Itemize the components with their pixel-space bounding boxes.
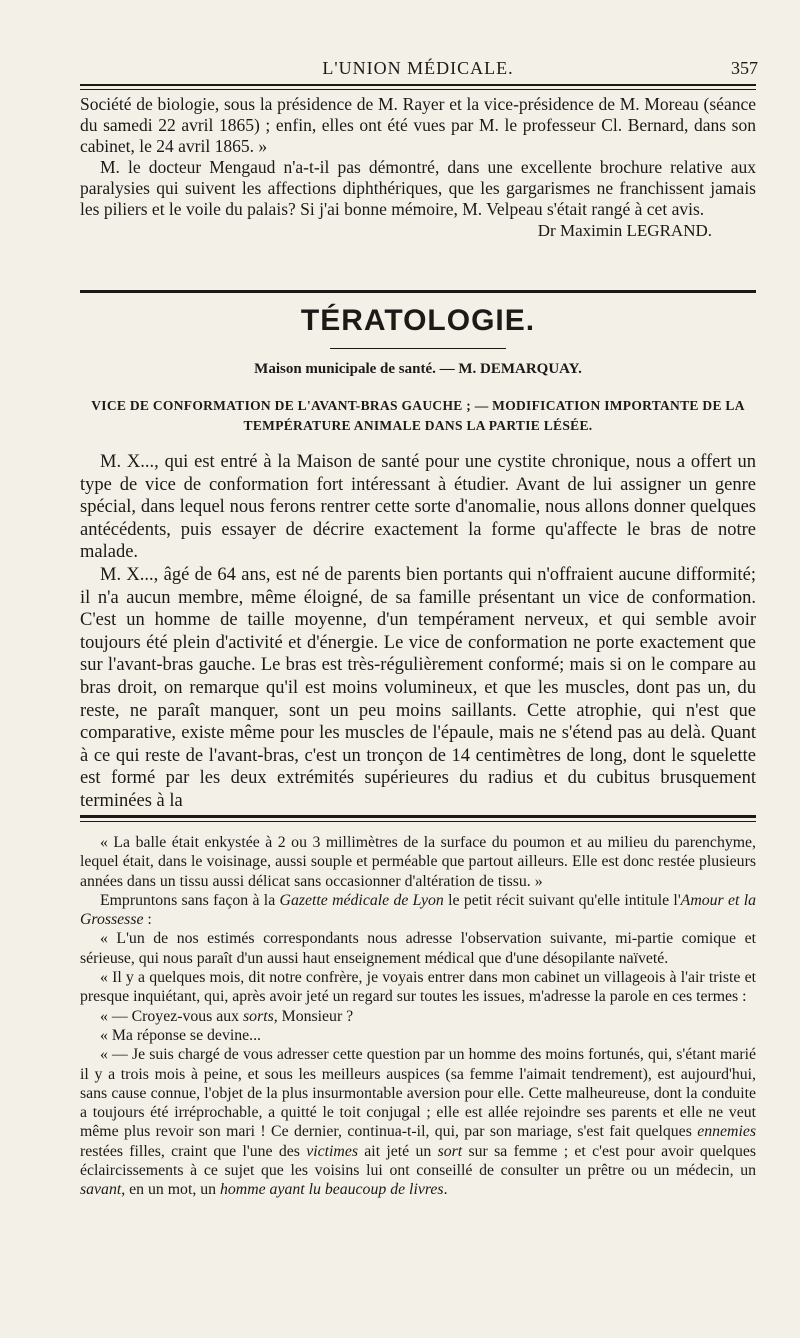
header-rule [80, 84, 756, 86]
journal-name: Gazette médicale de Lyon [279, 891, 444, 909]
section-rule [80, 290, 756, 293]
paragraph: Empruntons sans façon à la Gazette médicale de Lyon le petit récit suivant qu'elle intitule l'Amour et la Grossesse : [80, 891, 757, 929]
dialogue-line: « — Croyez-vous aux sorts, Monsieur ? [100, 1007, 354, 1025]
dialogue-line: « Ma réponse se devine... [100, 1026, 261, 1044]
paragraph: « — Je suis chargé de vous adresser cette question par un homme des moins fortunés, qui, s'étant marié il y a trois mois à peine, et sous les meilleurs auspices (sa femme l'aimait tendrement), est aujourd'hui, sans cause connue, l'objet de la plus insurmontable aversion pour elle. Cette malheureuse, dont la conduite a toujours été irréprochable, a quitté le toit conjugal ; elle est allée rejoindre ses parents et elle ne veut même plus revoir son mari ! Ce dernier, continua-t-il, qui, par son mariage, s'est fait quelques ennemies restées filles, craint que l'une des victimes ait jeté un sort sur sa femme ; et c'est pour avoir quelques éclaircissements à ce sujet que les voisins lui ont conseillé de consulter un prêtre ou un médecin, un savant, en un mot, un homme ayant lu beaucoup de livres. [80, 1046, 757, 1199]
feuilleton-rule [80, 815, 756, 818]
previous-article-end [80, 94, 756, 241]
title-underline [330, 348, 506, 349]
author-signature: Dr Maximin LEGRAND. [537, 221, 712, 240]
paragraph: M. X..., âgé de 64 ans, est né de parents bien portants qui n'offraient aucune difformité; il n'a aucun membre, même éloigné, de sa famille présentant un vice de conformation. C'est un homme de taille moyenne, d'un tempérament nerveux, et qui semble avoir toujours été plein d'activité et d'énergie. Le vice de conformation ne porte exactement que sur l'avant-bras gauche. Le bras est très-régulièrement conformé; mais si on le compare au bras droit, on remarque qu'il est moins volumineux, et que les muscles, dont pas un, du reste, ne paraît manquer, sont un peu moins saillants. Cette atrophie, qui n'est que comparative, existe même pour les muscles de l'épaule, mais ne s'étend pas au delà. Quant à ce qui reste de l'avant-bras, c'est un tronçon de 14 centimètres de long, dont le squelette est formé par les deux extrémités supérieures du radius et du cubitus brusquement terminées à la [80, 564, 756, 811]
paragraph: « Il y a quelques mois, dit notre confrère, je voyais entrer dans mon cabinet un villageois à l'air triste et presque inquiétant, qui, après avoir jeté un regard sur toutes les issues, m'adresse la parole en ces termes : [80, 969, 756, 1006]
page-number: 357 [731, 58, 758, 78]
feuilleton [80, 833, 756, 1200]
article-heading: VICE DE CONFORMATION DE L'AVANT-BRAS GAUCHE ; — MODIFICATION IMPORTANTE DE LA TEMPÉRATURE ANIMALE DANS LA PARTIE LÉSÉE. [91, 398, 745, 433]
paragraph: Société de biologie, sous la présidence de M. Rayer et la vice-présidence de M. Moreau (séance du samedi 22 avril 1865) ; enfin, elles ont été vues par M. le professeur Cl. Bernard, dans son cabinet, le 24 avril 1865. » [80, 94, 756, 156]
paragraph: M. le docteur Mengaud n'a-t-il pas démontré, dans une excellente brochure relative aux paralysies qui suivent les affections diphthériques, que les gargarismes ne franchissent jamais les piliers et le voile du palais? Si j'ai bonne mémoire, M. Velpeau s'était rangé à cet avis. [80, 157, 756, 219]
section-subtitle: Maison municipale de santé. — M. DEMARQUAY. [254, 361, 582, 377]
page-header [78, 52, 758, 82]
paragraph: M. X..., qui est entré à la Maison de santé pour une cystite chronique, nous a offert un type de vice de conformation fort intéressant à étudier. Avant de lui assigner un genre spécial, dans lequel nous ferons rentrer cette sorte d'anomalie, nous allons donner quelques antécédents, puis essayer de décrire exactement la forme qu'affecte le bras de notre malade. [80, 452, 756, 563]
paragraph: « L'un de nos estimés correspondants nous adresse l'observation suivante, mi-partie comique et sérieuse, qui nous paraît d'un aussi haut enseignement médical que d'une désopilante naïveté. [80, 930, 756, 967]
running-title: L'UNION MÉDICALE. [322, 58, 514, 78]
feuilleton-rule-thin [80, 821, 756, 822]
story-title: Amour et la Grossesse [80, 891, 757, 929]
article-body [80, 451, 756, 813]
header-rule-thin [80, 89, 756, 90]
section-title: TÉRATOLOGIE. [300, 304, 536, 337]
paragraph: « La balle était enkystée à 2 ou 3 millimètres de la surface du poumon et au milieu du parenchyme, lequel était, dans le voisinage, aussi souple et perméable que partout ailleurs. Elle est donc restée plusieurs années dans un tissu aussi délicat sans occasionner d'altération de tissu. » [80, 834, 756, 890]
